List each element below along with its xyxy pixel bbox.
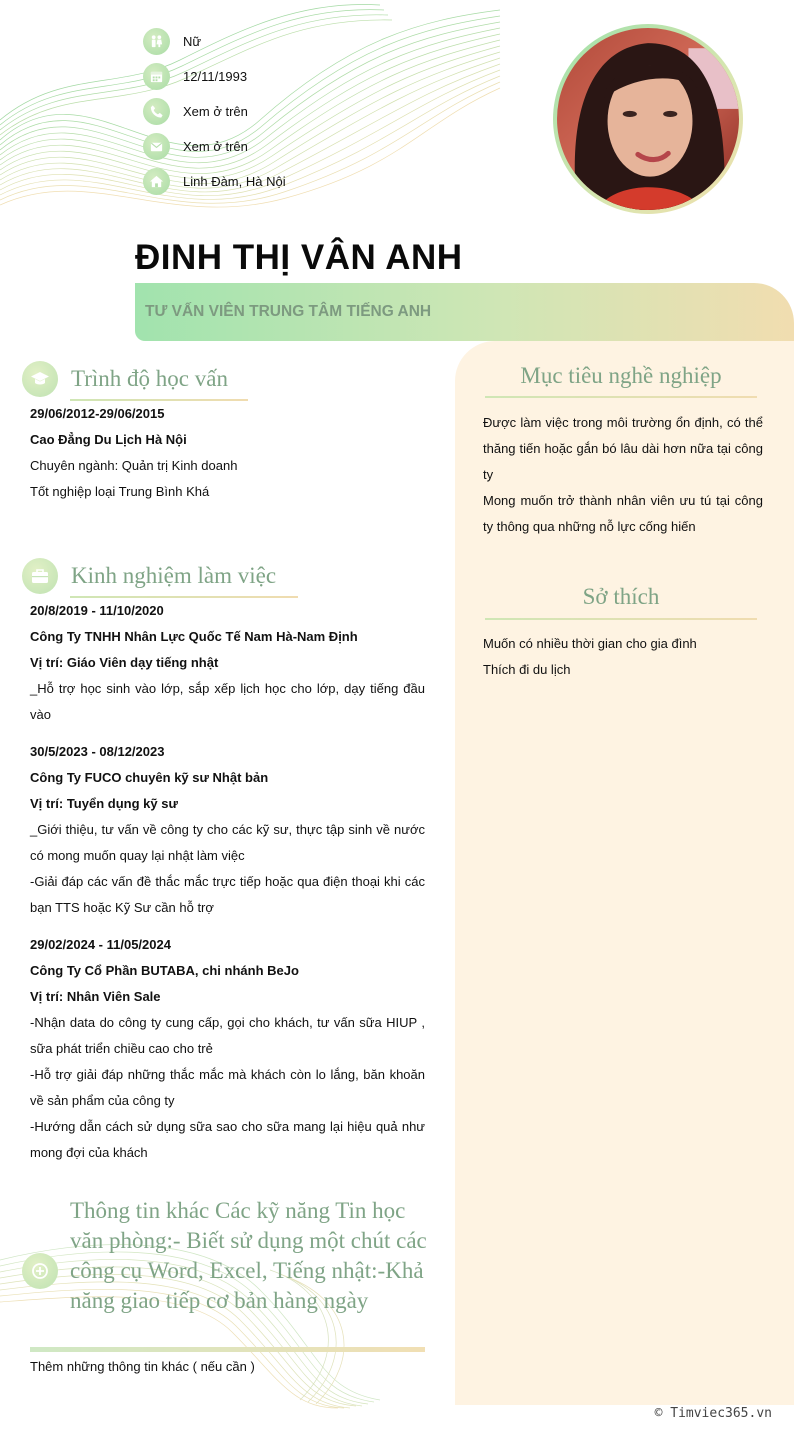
hobby-line: Thích đi du lịch [483, 662, 571, 677]
education-major: Chuyên ngành: Quản trị Kinh doanh [30, 458, 238, 473]
contact-phone [143, 94, 286, 129]
job-detail: -Hỗ trợ giải đáp những thắc mắc mà khách còn lo lắng, băn khoăn về sản phẩm của công ty [30, 1067, 425, 1108]
plus-icon [22, 1253, 58, 1289]
objective-block [483, 410, 763, 540]
contact-birthday [143, 59, 286, 94]
other-info-text: Thêm những thông tin khác ( nếu cần ) [30, 1359, 255, 1374]
contact-address [143, 164, 286, 199]
education-block [30, 401, 425, 505]
job-detail: _Giới thiệu, tư vấn về công ty cho các kỹ sư, thực tập sinh về nước có mong muốn quay lại nhật làm việc [30, 822, 425, 863]
education-grade: Tốt nghiệp loại Trung Bình Khá [30, 484, 210, 499]
email-icon [143, 133, 170, 160]
contact-email [143, 129, 286, 164]
candidate-name: ĐINH THỊ VÂN ANH [135, 238, 463, 277]
experience-job [30, 932, 425, 1166]
footer-copyright: © Timviec365.vn [654, 1406, 772, 1421]
experience-job [30, 598, 425, 728]
hobby-line: Muốn có nhiều thời gian cho gia đình [483, 636, 697, 651]
hobbies-block [483, 631, 763, 683]
contact-birthday-text: 12/11/1993 [183, 69, 248, 84]
job-period: 29/02/2024 - 11/05/2024 [30, 937, 171, 952]
experience-title: Kinh nghiệm làm việc [71, 563, 277, 588]
objective-line: Được làm việc trong môi trường ổn định, có thể thăng tiến hoặc gắn bó lâu dài hơn nữa tại công ty [483, 415, 763, 482]
job-detail: -Hướng dẫn cách sử dụng sữa sao cho sữa mang lại hiệu quả như mong đợi của khách [30, 1119, 425, 1160]
experience-heading [22, 558, 276, 594]
other-info-underline [30, 1347, 425, 1352]
experience-job [30, 739, 425, 921]
other-info-title: Thông tin khác Các kỹ năng Tin học văn phòng:- Biết sử dụng một chút các công cụ Word, Excel, Tiếng nhật:-Khả năng giao tiếp cơ bản hàng ngày [70, 1198, 427, 1313]
gender-icon [143, 28, 170, 55]
job-title: TƯ VẤN VIÊN TRUNG TÂM TIẾNG ANH [145, 303, 432, 320]
job-period: 30/5/2023 - 08/12/2023 [30, 744, 165, 759]
education-school: Cao Đẳng Du Lịch Hà Nội [30, 432, 187, 447]
job-detail: -Nhận data do công ty cung cấp, gọi cho khách, tư vấn sữa HIUP , sữa phát triển chiều cao cho trẻ [30, 1015, 425, 1056]
home-icon [143, 168, 170, 195]
education-heading [22, 361, 228, 397]
contact-gender-text: Nữ [183, 34, 202, 49]
objective-line: Mong muốn trở thành nhân viên ưu tú tại công ty thông qua những nỗ lực cống hiến [483, 493, 763, 534]
job-company: Công Ty TNHH Nhân Lực Quốc Tế Nam Hà-Nam Định [30, 629, 358, 644]
contact-gender [143, 24, 286, 59]
objective-title: Mục tiêu nghề nghiệp [520, 363, 722, 388]
briefcase-icon [22, 558, 58, 594]
hobbies-underline [485, 618, 757, 620]
objective-underline [485, 396, 757, 398]
hobbies-title: Sở thích [582, 584, 660, 609]
graduation-cap-icon [22, 361, 58, 397]
portrait-image [557, 28, 739, 210]
contact-phone-text: Xem ở trên [183, 104, 248, 119]
job-detail: -Giải đáp các vấn đề thắc mắc trực tiếp hoặc qua điện thoại khi các bạn TTS hoặc Kỹ Sư cần hỗ trợ [30, 874, 425, 915]
contact-list [143, 24, 286, 199]
contact-address-text: Linh Đàm, Hà Nội [183, 174, 286, 189]
job-company: Công Ty FUCO chuyên kỹ sư Nhật bản [30, 770, 269, 785]
job-period: 20/8/2019 - 11/10/2020 [30, 603, 164, 618]
job-detail: _Hỗ trợ học sinh vào lớp, sắp xếp lịch học cho lớp, dạy tiếng đầu vào [30, 681, 425, 722]
education-title: Trình độ học vấn [71, 366, 228, 391]
job-position: Vị trí: Tuyển dụng kỹ sư [30, 796, 178, 811]
education-period: 29/06/2012-29/06/2015 [30, 406, 165, 421]
job-position: Vị trí: Giáo Viên dạy tiếng nhật [30, 655, 219, 670]
phone-icon [143, 98, 170, 125]
calendar-icon [143, 63, 170, 90]
profile-photo-image [557, 28, 739, 210]
contact-email-text: Xem ở trên [183, 139, 248, 154]
job-title-bar [135, 283, 794, 341]
job-company: Công Ty Cổ Phần BUTABA, chi nhánh BeJo [30, 963, 299, 978]
job-position: Vị trí: Nhân Viên Sale [30, 989, 161, 1004]
profile-photo [553, 24, 743, 214]
